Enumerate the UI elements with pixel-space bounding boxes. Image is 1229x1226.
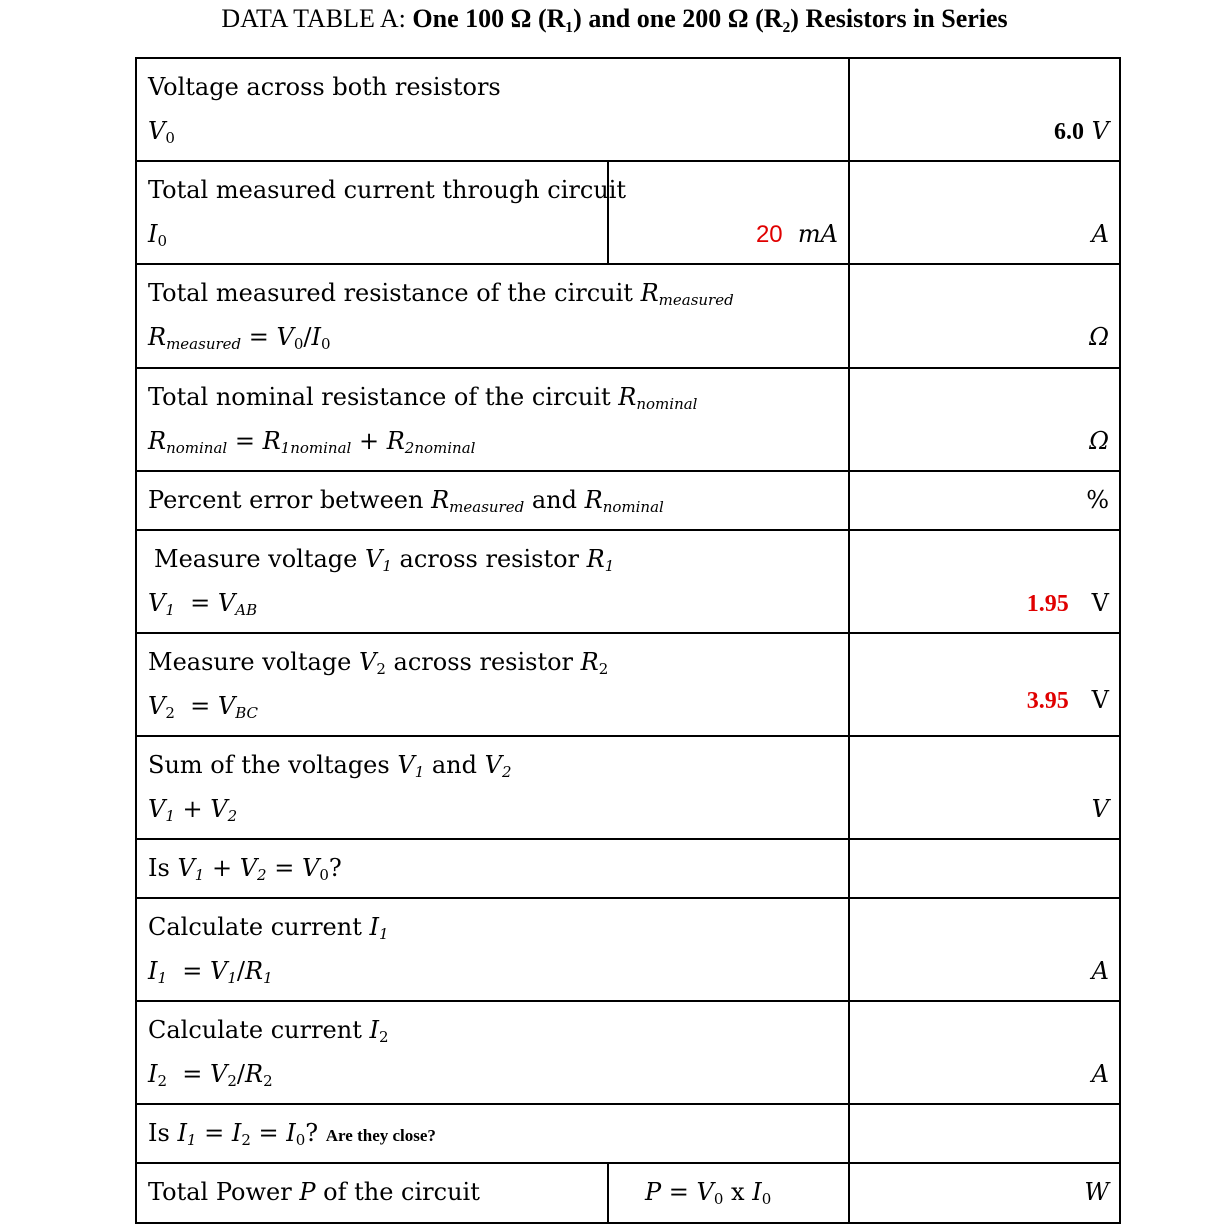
i2-unit: A [1091, 1060, 1109, 1088]
v0-value: 6.0 V [1054, 117, 1109, 145]
rmeas-unit: Ω [1089, 323, 1109, 351]
v2-label: Measure voltage V2 across resistor R2 [148, 648, 609, 678]
rnom-unit: Ω [1089, 427, 1109, 455]
perr-label-cell [136, 471, 849, 530]
data-table [135, 57, 1121, 1224]
power-label: Total Power P of the circuit [148, 1178, 480, 1206]
i1-formula: $I_1 = V_1/R_1$ [148, 957, 273, 987]
table-row [136, 633, 1120, 736]
table-row [136, 839, 1120, 898]
table-row [136, 898, 1120, 1001]
i0-label: Total measured current through circuit [148, 176, 627, 204]
rmeas-value-cell[interactable] [849, 264, 1120, 368]
i2-value-cell[interactable] [849, 1001, 1120, 1104]
rnom-formula: $R_{nominal} = R_{1nominal} + R_{2nominal}$ [148, 427, 476, 457]
vsum-unit: V [1091, 795, 1109, 823]
power-formula-cell [608, 1163, 849, 1223]
i0-unit: A [1091, 220, 1109, 248]
v0-value-cell[interactable] [849, 58, 1120, 161]
i2-label: Calculate current I2 [148, 1016, 389, 1046]
v1-label: Measure voltage $V_1$ across resistor $R_1$ [154, 545, 615, 575]
table-row [136, 368, 1120, 471]
table-row [136, 264, 1120, 368]
vsum-label: Sum of the voltages $V_1$ and $V_2$ [148, 751, 512, 781]
power-unit: W [1084, 1178, 1109, 1206]
i1-value-cell[interactable] [849, 898, 1120, 1001]
ieq-label-cell [136, 1104, 849, 1163]
vsum-value-cell[interactable] [849, 736, 1120, 839]
i0-symbol: I0 [148, 220, 168, 250]
v0-label: Voltage across both resistors [148, 73, 501, 101]
table-row [136, 1163, 1120, 1223]
table-row [136, 736, 1120, 839]
rmeas-label: Total measured resistance of the circuit $R_{measured}$ [148, 279, 734, 309]
v2-formula: $V2 = V_{BC}$ [148, 692, 259, 722]
v1-value-cell[interactable] [849, 530, 1120, 633]
power-value-cell[interactable] [849, 1163, 1120, 1223]
perr-value-cell[interactable] [849, 471, 1120, 530]
ieq-label: Is $I_1 = I2 = I0$? Are they close? [148, 1119, 436, 1149]
rnom-label: Total nominal resistance of the circuit $R_{nominal}$ [148, 383, 698, 413]
vsum-formula: $V_1 + V_2$ [148, 795, 238, 825]
v1-label-cell [136, 530, 849, 633]
table-row [136, 1001, 1120, 1104]
v0-symbol: V0 [148, 117, 175, 147]
i1-label: Calculate current $I_1$ [148, 913, 389, 943]
i2-formula: I2 = V2/R2 [148, 1060, 273, 1090]
title-prefix: DATA TABLE A: [221, 4, 413, 33]
power-formula: P = V0 x I0 [645, 1178, 772, 1208]
veq-value-cell[interactable] [849, 839, 1120, 898]
rnom-value-cell[interactable] [849, 368, 1120, 471]
v2-value: 3.95 V [1026, 686, 1109, 714]
i0-label-cell [136, 161, 627, 264]
veq-label: Is $V_1 + V_2 = V0$? [148, 854, 342, 884]
rmeas-label-cell [136, 264, 849, 368]
veq-label-cell [136, 839, 849, 898]
perr-unit: % [1086, 486, 1109, 514]
vsum-label-cell [136, 736, 849, 839]
i0-value-cell[interactable] [849, 161, 1120, 264]
table-row [136, 1104, 1120, 1163]
perr-label: Percent error between $R_{measured}$ and $R_{nominal}$ [148, 486, 664, 516]
rmeas-formula: $R_{measured} = V0/I0$ [148, 323, 331, 353]
page-title [0, 4, 1229, 34]
power-label-cell [136, 1163, 608, 1223]
i1-label-cell [136, 898, 849, 1001]
v0-label-cell [136, 58, 849, 161]
ieq-note: Are they close? [325, 1126, 436, 1145]
title-main: One 100 Ω (R₁) and one 200 Ω (R₂) Resistors in Series [412, 4, 1008, 33]
i2-label-cell [136, 1001, 849, 1104]
ieq-value-cell[interactable] [849, 1104, 1120, 1163]
v1-formula: $V_1 = V_{AB}$ [148, 589, 258, 619]
v1-value: 1.95 V [1026, 589, 1109, 617]
table-row [136, 161, 1120, 264]
table-row [136, 58, 1120, 161]
v2-value-cell[interactable] [849, 633, 1120, 736]
table-row [136, 471, 1120, 530]
i0-mid-value: 20 mA [755, 220, 838, 248]
table-row [136, 530, 1120, 633]
rnom-label-cell [136, 368, 849, 471]
v2-label-cell [136, 633, 849, 736]
i1-unit: A [1091, 957, 1109, 985]
i0-mid-cell[interactable] [608, 161, 849, 264]
